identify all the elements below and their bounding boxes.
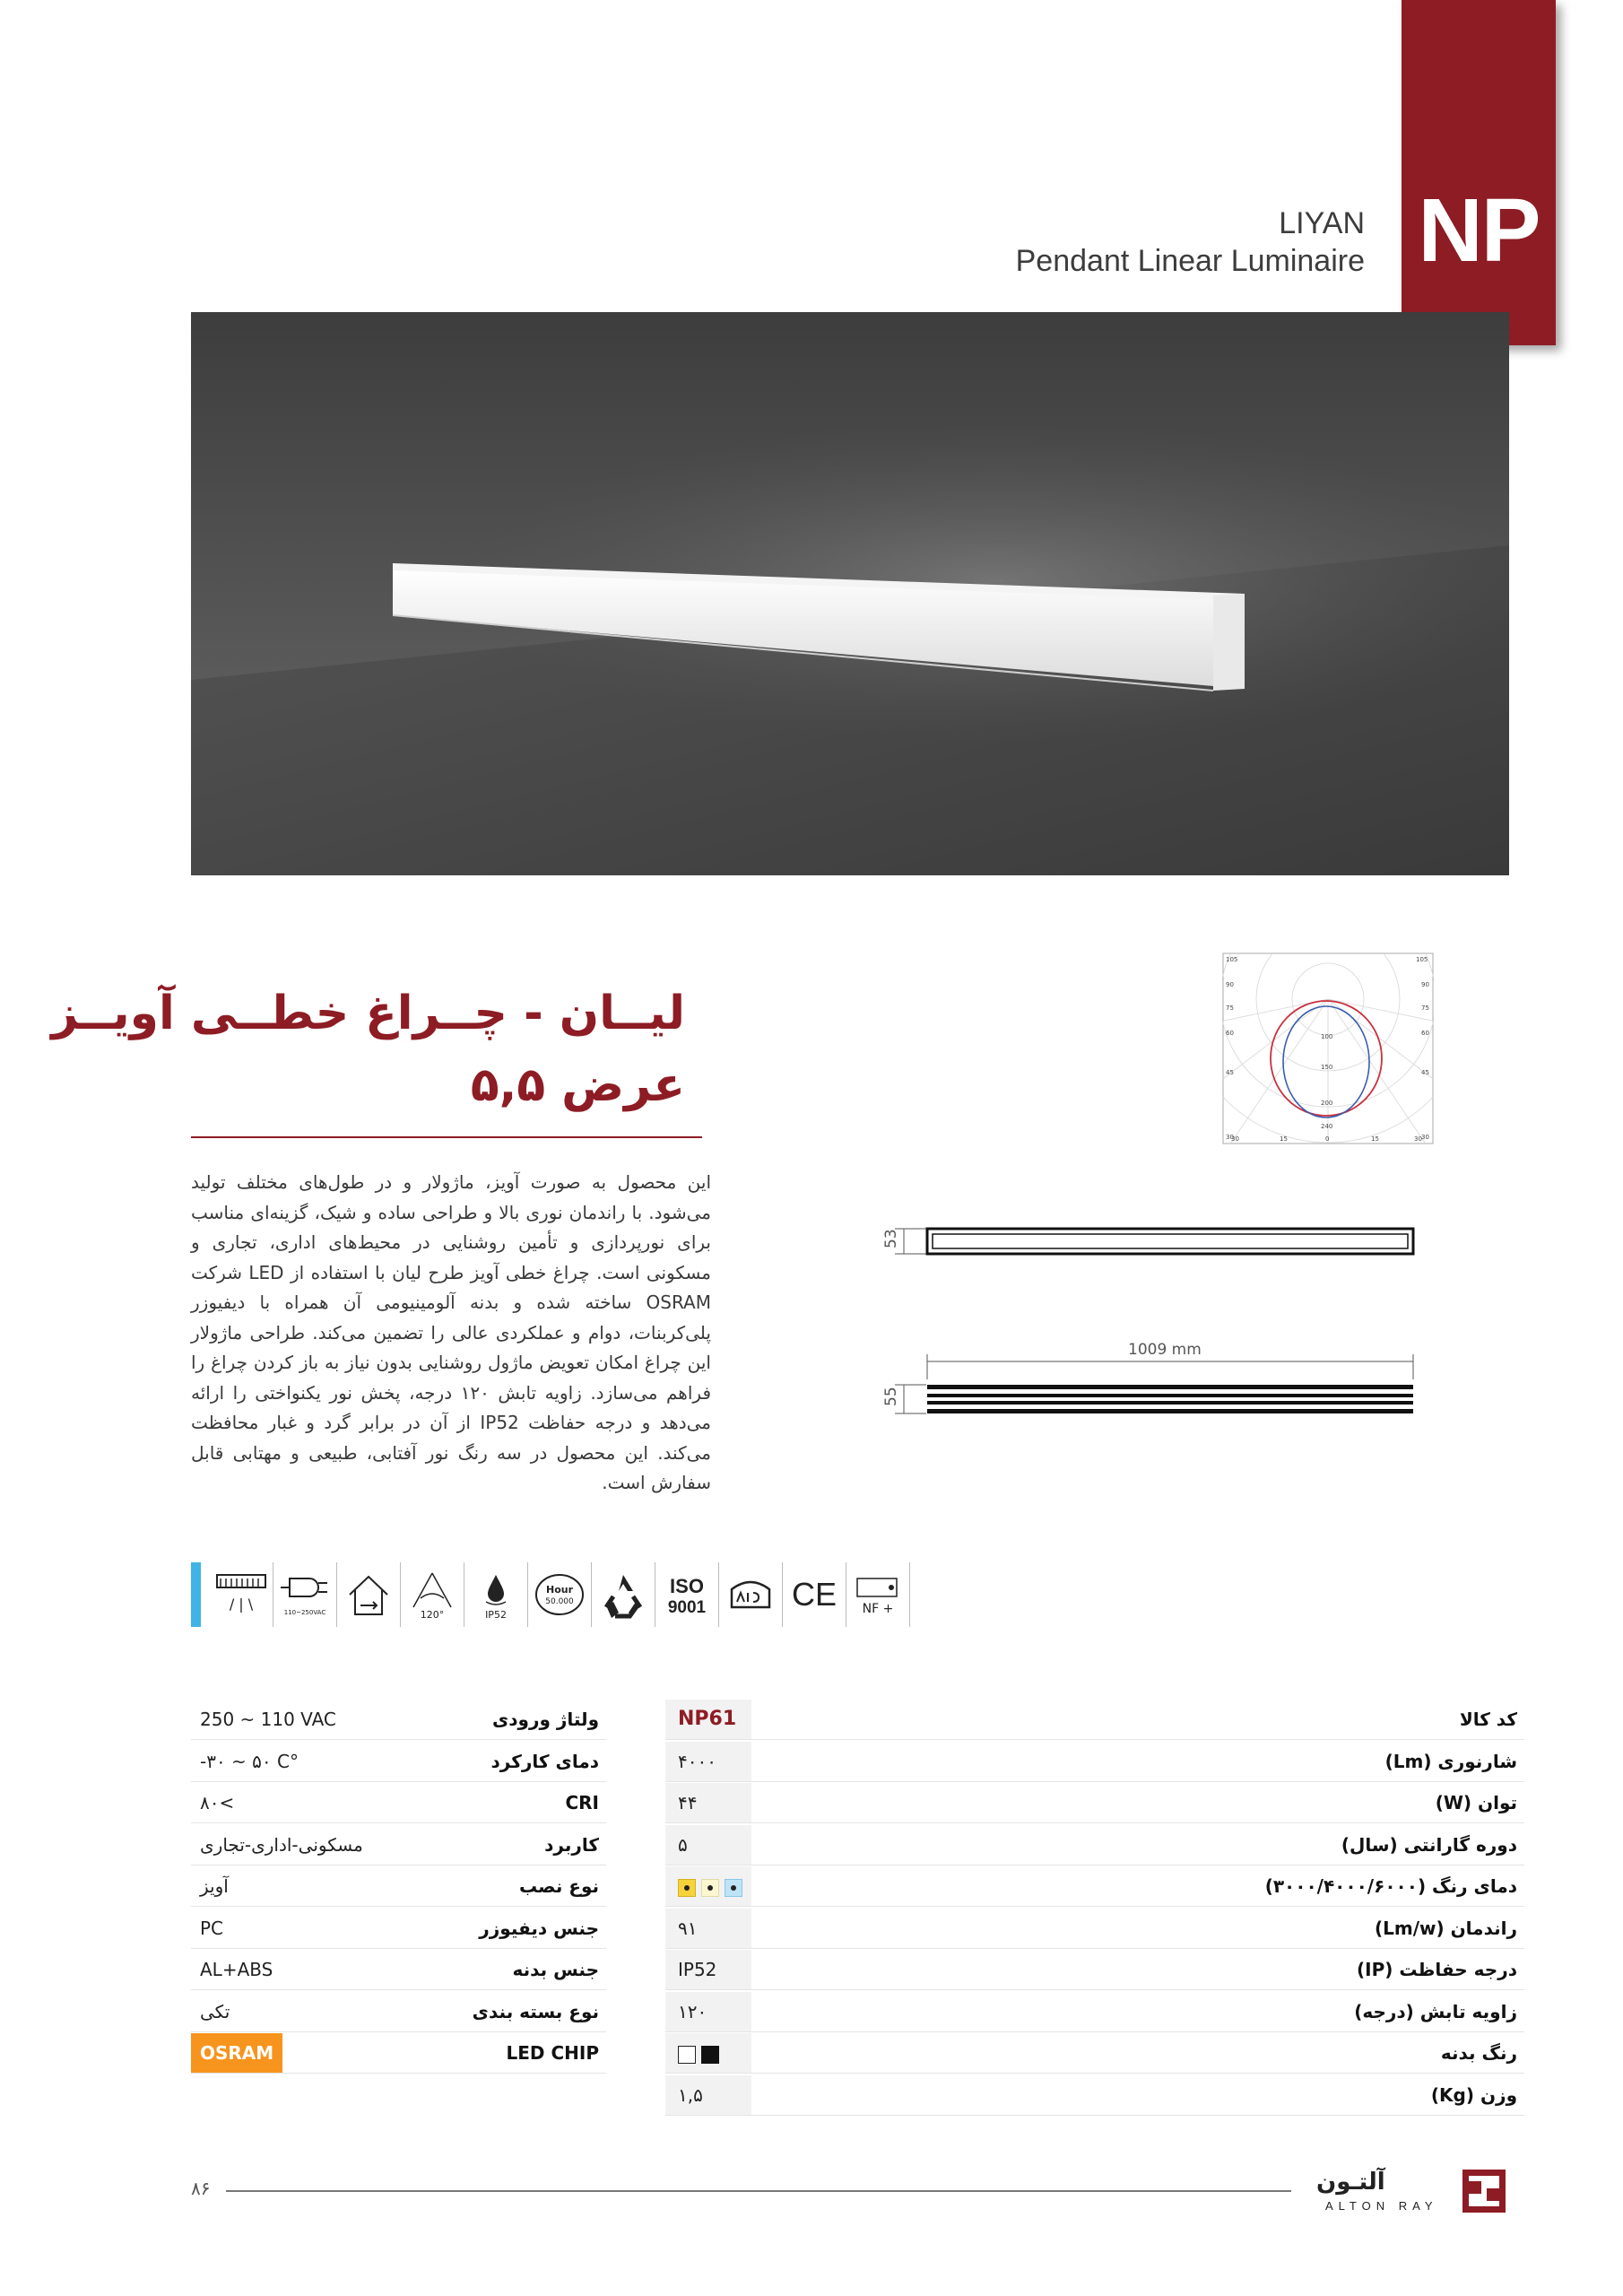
dim-height-top: 53 bbox=[882, 1229, 900, 1248]
polar-right-label-1: 90 bbox=[1421, 981, 1429, 988]
page-number: ۸۶ bbox=[191, 2178, 211, 2199]
polar-radial-label-3: 200 bbox=[1321, 1100, 1333, 1107]
lifetime-icon bbox=[528, 1562, 592, 1627]
spec-value: ۴۰۰۰ bbox=[678, 1750, 716, 1772]
brand-logo-mark-icon bbox=[1462, 2169, 1506, 2213]
ce-icon bbox=[783, 1562, 846, 1627]
product-description: این محصول به صورت آویز، ماژولار و در طول‌های مختلف تولید می‌شود. با راندمان نوری بالا و طراحی ساده و شیک، گزینه‌ای مناسب برای نورپردازی و تأمین روشنایی در محیط‌های اداری، تجاری و مسکونی است. چراغ خطی آویز طرح لیان با استفاده از LED شرکت OSRAM ساخته شده و بدنه آلومینیومی آن همراه با دیفیوزر پلی‌کربنات، دوام و عملکردی عالی را تضمین می‌کند. طراحی ماژولار این چراغ امکان تعویض ماژول روشنایی بدون نیاز به باز کردن چراغ را فراهم می‌سازد. زاویه تابش ۱۲۰ درجه، پخش نور یکنواختی را ارائه می‌دهد و درجه حفاظت IP52 از آن در برابر گرد و غبار محافظت می‌کند. این محصول در سه رنگ نور آفتابی، طبیعی و مهتابی قابل سفارش است. bbox=[191, 1171, 712, 1493]
spec-label: وزن (Kg) bbox=[1430, 2083, 1517, 2106]
spec-value-cell bbox=[665, 2075, 751, 2115]
polar-right-label-4: 45 bbox=[1421, 1069, 1429, 1076]
spec-value: -۳۰ ~ ۵۰ C° bbox=[200, 1750, 299, 1772]
spec-row bbox=[665, 1700, 1524, 1740]
polar-bottom-label-5: 30 bbox=[1414, 1135, 1422, 1143]
spec-row bbox=[191, 1909, 606, 1949]
voltage-icon-label: 110~250VAC bbox=[283, 1609, 326, 1616]
icons-accent-bar bbox=[191, 1562, 201, 1627]
polar-radial-label-1: 100 bbox=[1321, 1033, 1333, 1040]
color-swatch bbox=[701, 1879, 719, 1897]
polar-right-label-5: 30 bbox=[1421, 1134, 1429, 1141]
spec-table-secondary bbox=[191, 1700, 606, 2121]
spec-row bbox=[665, 1783, 1524, 1823]
voltage-icon bbox=[273, 1562, 337, 1627]
spec-value: 250 ~ 110 VAC bbox=[200, 1709, 336, 1730]
spec-value-cell bbox=[191, 1992, 397, 2031]
spec-value-cell bbox=[665, 1783, 751, 1822]
color-swatch bbox=[701, 2046, 719, 2064]
spec-value-cell bbox=[665, 1700, 751, 1739]
footer-divider bbox=[226, 2190, 1291, 2192]
ip-rating-icon bbox=[464, 1562, 528, 1627]
polar-left-label-3: 60 bbox=[1226, 1030, 1234, 1037]
spec-value-cell bbox=[191, 1866, 397, 1906]
spec-value-cell bbox=[191, 2033, 397, 2073]
nf-icon-label: NF + bbox=[862, 1602, 894, 1616]
spec-label: توان (W) bbox=[1435, 1792, 1517, 1813]
spec-label: شارنوری (Lm) bbox=[1384, 1750, 1517, 1772]
spec-value: تکی bbox=[200, 2000, 230, 2022]
brand-logo-text: آلتـون bbox=[1316, 2169, 1385, 2196]
polar-top-label-1: 105 bbox=[1226, 956, 1238, 963]
series-tab bbox=[1402, 0, 1556, 345]
spec-row bbox=[665, 1909, 1524, 1949]
spec-label: ولتاژ ورودی bbox=[491, 1709, 599, 1730]
product-photo-illustration bbox=[191, 312, 1509, 875]
spec-label: کاربرد bbox=[544, 1833, 599, 1856]
spec-row bbox=[191, 1866, 606, 1907]
nf-icon bbox=[846, 1562, 910, 1627]
spec-value-cell bbox=[191, 1950, 397, 1989]
spec-row bbox=[665, 1992, 1524, 2032]
beam-angle-icon-label: 120° bbox=[420, 1609, 445, 1621]
spec-value: ۱,۵ bbox=[678, 2083, 703, 2106]
spec-value: NP61 bbox=[678, 1708, 737, 1730]
iso-icon-label: ISO bbox=[670, 1575, 704, 1597]
spec-value: مسکونی-اداری-تجاری bbox=[200, 1833, 363, 1856]
product-title-line2: عرض ۵,۵ bbox=[470, 1058, 685, 1112]
spec-value: PC bbox=[200, 1917, 224, 1939]
color-swatch bbox=[725, 1879, 742, 1897]
lifetime-icon-hours: 50.000 bbox=[545, 1597, 574, 1606]
spec-value-cell bbox=[665, 1742, 751, 1781]
dim-height-side: 55 bbox=[882, 1387, 900, 1406]
spec-label: جنس بدنه bbox=[512, 1959, 599, 1980]
product-title bbox=[51, 978, 685, 1121]
model-name: LIYAN bbox=[1279, 206, 1365, 240]
spec-value: AL+ABS bbox=[200, 1959, 273, 1980]
spec-value-cell bbox=[665, 1950, 751, 1989]
spec-row bbox=[665, 2033, 1524, 2074]
spec-row bbox=[665, 1866, 1524, 1907]
spec-row bbox=[191, 1950, 606, 1990]
iso-icon bbox=[655, 1562, 719, 1627]
spec-value: ۵ bbox=[678, 1833, 688, 1856]
polar-top-label-2: 105 bbox=[1416, 956, 1428, 963]
dim-length: 1009 mm bbox=[1128, 1341, 1202, 1359]
spec-label: راندمان (Lm/w) bbox=[1374, 1917, 1517, 1939]
mounting-icon bbox=[210, 1562, 273, 1627]
model-description: Pendant Linear Luminaire bbox=[1015, 244, 1365, 278]
spec-label: کد کالا bbox=[1459, 1709, 1517, 1730]
spec-value-cell bbox=[665, 1909, 751, 1948]
product-title-line1: لیــان - چــراغ خطــی آویــز bbox=[51, 987, 685, 1040]
spec-value-cell bbox=[665, 1866, 751, 1906]
spec-value-cell bbox=[665, 1992, 751, 2031]
spec-row bbox=[665, 1950, 1524, 1990]
spec-value-cell bbox=[665, 1825, 751, 1865]
spec-value bbox=[678, 1866, 748, 1906]
polar-left-label-5: 30 bbox=[1226, 1134, 1234, 1141]
spec-row bbox=[191, 1992, 606, 2032]
spec-row bbox=[191, 2033, 606, 2074]
ce-icon-label: CE bbox=[791, 1576, 838, 1613]
polar-left-label-1: 90 bbox=[1226, 981, 1234, 988]
spec-label: دوره گارانتی (سال) bbox=[1341, 1833, 1517, 1856]
spec-value-cell bbox=[191, 1700, 397, 1739]
polar-radial-label-4: 240 bbox=[1321, 1123, 1333, 1130]
polar-right-label-2: 75 bbox=[1421, 1004, 1429, 1012]
iso-icon-number: 9001 bbox=[667, 1598, 707, 1617]
polar-bottom-label-1: 30 bbox=[1231, 1135, 1239, 1143]
color-swatch bbox=[678, 1879, 696, 1897]
polar-left-label-4: 45 bbox=[1226, 1069, 1234, 1076]
spec-label: دمای رنگ (۳۰۰۰/۴۰۰۰/۶۰۰۰) bbox=[1264, 1875, 1517, 1897]
polar-bottom-label-4: 15 bbox=[1371, 1135, 1379, 1143]
feature-icons-row bbox=[191, 1562, 910, 1627]
spec-label: نوع نصب bbox=[518, 1875, 599, 1897]
lifetime-icon-label: Hour bbox=[545, 1584, 574, 1596]
title-divider bbox=[191, 1136, 702, 1138]
standard-icon bbox=[719, 1562, 783, 1627]
spec-label: درجه حفاظت (IP) bbox=[1357, 1959, 1517, 1980]
polar-left-label-2: 75 bbox=[1226, 1004, 1234, 1012]
color-swatch bbox=[678, 2046, 696, 2064]
spec-value-cell bbox=[191, 1909, 397, 1948]
spec-value-cell bbox=[665, 2033, 751, 2073]
spec-label: نوع بسته بندی bbox=[472, 2000, 599, 2022]
spec-value-cell bbox=[191, 1742, 397, 1781]
dimension-drawings bbox=[868, 1202, 1442, 1471]
spec-value: ۸۰< bbox=[200, 1792, 235, 1813]
spec-row bbox=[665, 1742, 1524, 1782]
spec-value: OSRAM bbox=[191, 2033, 282, 2073]
spec-label: رنگ بدنه bbox=[1440, 2042, 1517, 2064]
ip-rating-icon-label: IP52 bbox=[485, 1609, 507, 1621]
photometric-diagram bbox=[1222, 952, 1434, 1144]
spec-value: IP52 bbox=[678, 1959, 717, 1980]
spec-label: زاویه تابش (درجه) bbox=[1354, 2000, 1517, 2022]
spec-row bbox=[665, 2075, 1524, 2116]
spec-label: LED CHIP bbox=[506, 2042, 599, 2064]
series-code: NP bbox=[1418, 180, 1540, 281]
spec-table-main bbox=[665, 1700, 1524, 2121]
spec-label: CRI bbox=[565, 1792, 599, 1813]
spec-row bbox=[191, 1825, 606, 1866]
spec-row bbox=[665, 1825, 1524, 1866]
product-photo bbox=[191, 312, 1509, 875]
brand-logo-subtitle: ALTON RAY bbox=[1325, 2199, 1438, 2213]
polar-right-label-3: 60 bbox=[1421, 1030, 1429, 1037]
spec-value-cell bbox=[191, 1783, 397, 1822]
spec-label: جنس دیفیوزر bbox=[479, 1917, 599, 1939]
polar-bottom-label-3: 0 bbox=[1325, 1135, 1330, 1143]
spec-value: ۱۲۰ bbox=[678, 2000, 707, 2022]
indoor-icon bbox=[337, 1562, 401, 1627]
spec-value-cell bbox=[191, 1825, 397, 1865]
polar-bottom-label-2: 15 bbox=[1280, 1135, 1288, 1143]
model-heading bbox=[1016, 204, 1365, 280]
spec-value bbox=[678, 2033, 725, 2073]
spec-value: ۴۴ bbox=[678, 1792, 698, 1813]
spec-row bbox=[191, 1783, 606, 1823]
beam-angle-icon bbox=[401, 1562, 464, 1627]
spec-label: دمای کارکرد bbox=[490, 1750, 599, 1772]
mounting-icon-label: / | \ bbox=[229, 1596, 254, 1613]
recycle-icon bbox=[592, 1562, 655, 1627]
spec-row bbox=[191, 1700, 606, 1740]
spec-value: ۹۱ bbox=[678, 1917, 698, 1939]
polar-radial-label-2: 150 bbox=[1321, 1064, 1333, 1071]
spec-row bbox=[191, 1742, 606, 1782]
spec-value: آویز bbox=[200, 1875, 229, 1897]
